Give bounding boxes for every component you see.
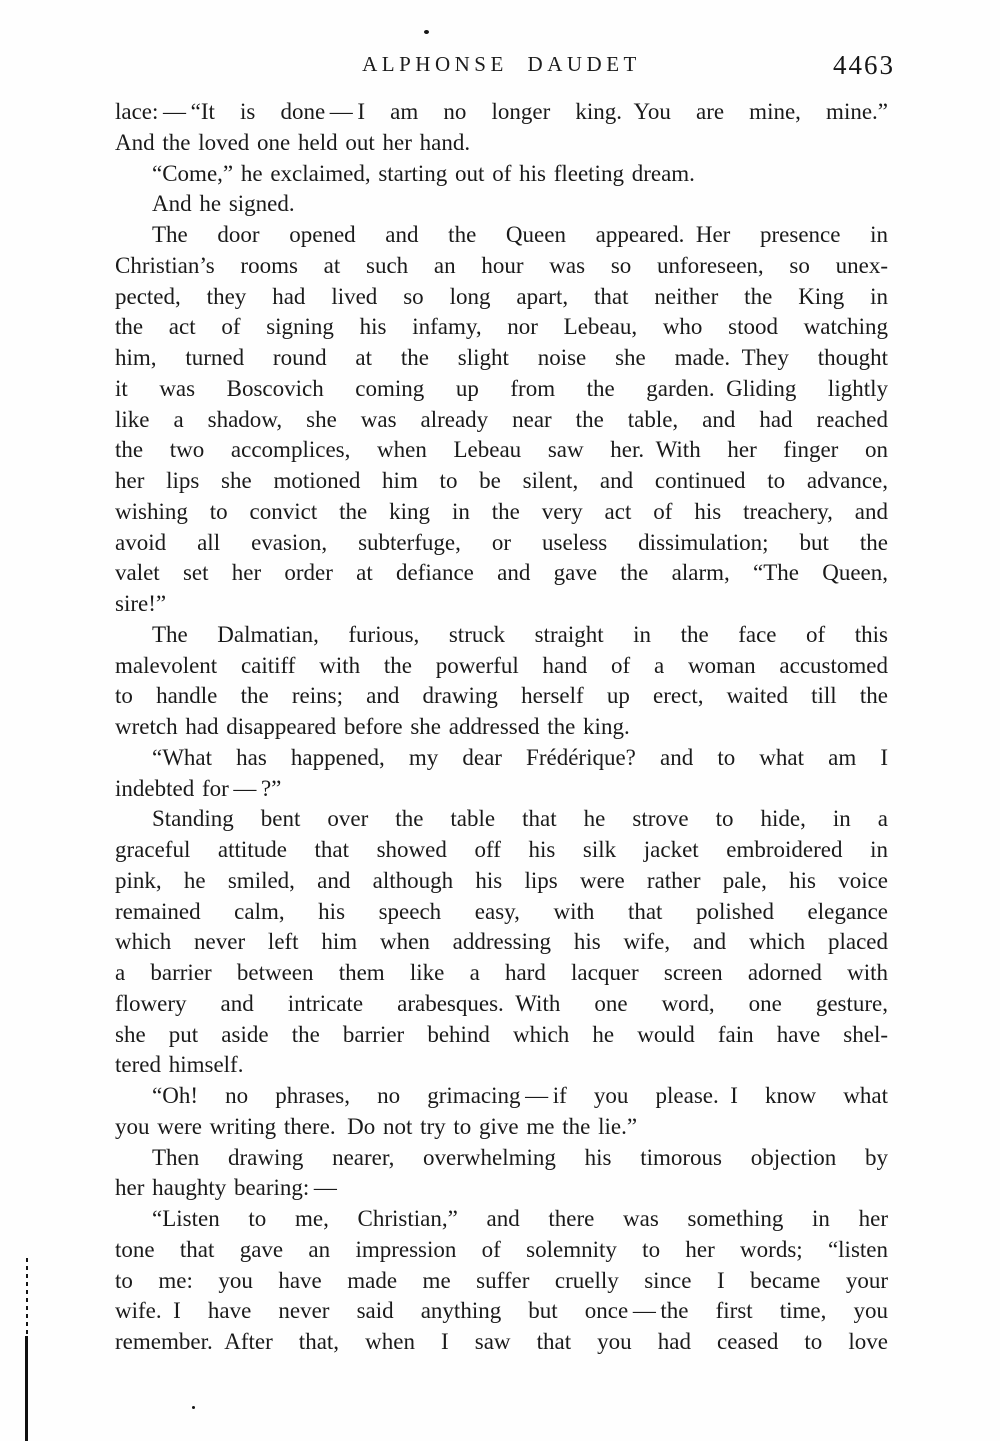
text-line: pected, they had lived so long apart, that neither the King in	[115, 283, 888, 309]
text-line: it was Boscovich coming up from the garden. Gliding lightly	[115, 375, 888, 401]
text-line: And the loved one held out her hand.	[115, 129, 471, 155]
text-line: malevolent caitiff with the powerful hand of a woman accustomed	[115, 652, 888, 678]
text-line: remained calm, his speech easy, with that polished elegance	[115, 898, 888, 924]
text-line: remember. After that, when I saw that you had ceased to love	[115, 1329, 888, 1354]
text-line: the two accomplices, when Lebeau saw her. With her finger on	[115, 437, 888, 463]
text-line: him, turned round at the slight noise she made. They thought	[115, 345, 888, 370]
running-header	[115, 48, 895, 88]
running-header-title: ALPHONSE DAUDET	[362, 52, 641, 76]
text-line: Standing bent over the table that he strove to hide, in a	[152, 806, 888, 832]
text-line: flowery and intricate arabesques. With one word, one gesture,	[115, 990, 888, 1016]
text-line: indebted for — ?”	[115, 775, 282, 801]
text-line: which never left him when addressing his wife, and which placed	[115, 929, 888, 955]
text-line: “What has happened, my dear Frédérique? and to what am I	[152, 744, 888, 770]
ink-speck	[424, 30, 429, 34]
text-line: to handle the reins; and drawing herself up erect, waited till the	[115, 683, 888, 709]
text-line: tered himself.	[115, 1052, 244, 1078]
page-number: 4463	[833, 50, 895, 80]
text-line: she put aside the barrier behind which he would fain have shel-	[115, 1021, 888, 1047]
text-line: tone that gave an impression of solemnity to her words; “listen	[115, 1236, 888, 1262]
text-line: Then drawing nearer, overwhelming his timorous objection by	[152, 1144, 888, 1170]
text-line: wretch had disappeared before she addressed the king.	[115, 714, 630, 739]
text-line: her lips she motioned him to be silent, and continued to advance,	[115, 468, 888, 493]
ink-speck	[192, 1406, 195, 1409]
gutter-scan-line	[25, 1336, 28, 1441]
text-line: The door opened and the Queen appeared. Her presence in	[152, 222, 888, 247]
text-line: “Come,” he exclaimed, starting out of his fleeting dream.	[152, 160, 695, 186]
text-line: And he signed.	[152, 191, 295, 217]
text-line: like a shadow, she was already near the table, and had reached	[115, 406, 888, 432]
text-line: lace: — “It is done — I am no longer king. You are mine, mine.”	[115, 99, 888, 124]
page-body-text	[115, 97, 888, 1358]
text-line: avoid all evasion, subterfuge, or useless dissimulation; but the	[115, 529, 888, 555]
text-line: valet set her order at defiance and gave the alarm, “The Queen,	[115, 560, 888, 586]
text-line: wife. I have never said anything but once — the first time, you	[115, 1298, 888, 1324]
text-line: wishing to convict the king in the very act of his treachery, and	[115, 498, 888, 524]
text-line: the act of signing his infamy, nor Lebeau, who stood watching	[115, 314, 888, 340]
text-line: to me: you have made me suffer cruelly since I became your	[115, 1267, 888, 1293]
text-line: her haughty bearing: —	[115, 1175, 337, 1201]
text-line: “Oh! no phrases, no grimacing — if you please. I know what	[152, 1083, 888, 1108]
text-line: graceful attitude that showed off his silk jacket embroidered in	[115, 837, 888, 862]
text-line: “Listen to me, Christian,” and there was something in her	[152, 1206, 888, 1231]
text-line: The Dalmatian, furious, struck straight in the face of this	[152, 621, 888, 647]
text-line: a barrier between them like a hard lacquer screen adorned with	[115, 960, 888, 985]
gutter-scan-line	[26, 1258, 28, 1336]
text-line: Christian’s rooms at such an hour was so unforeseen, so unex-	[115, 252, 888, 278]
text-line: sire!”	[115, 591, 167, 616]
text-line: you were writing there. Do not try to give me the lie.”	[115, 1113, 638, 1139]
text-line: pink, he smiled, and although his lips were rather pale, his voice	[115, 867, 888, 893]
